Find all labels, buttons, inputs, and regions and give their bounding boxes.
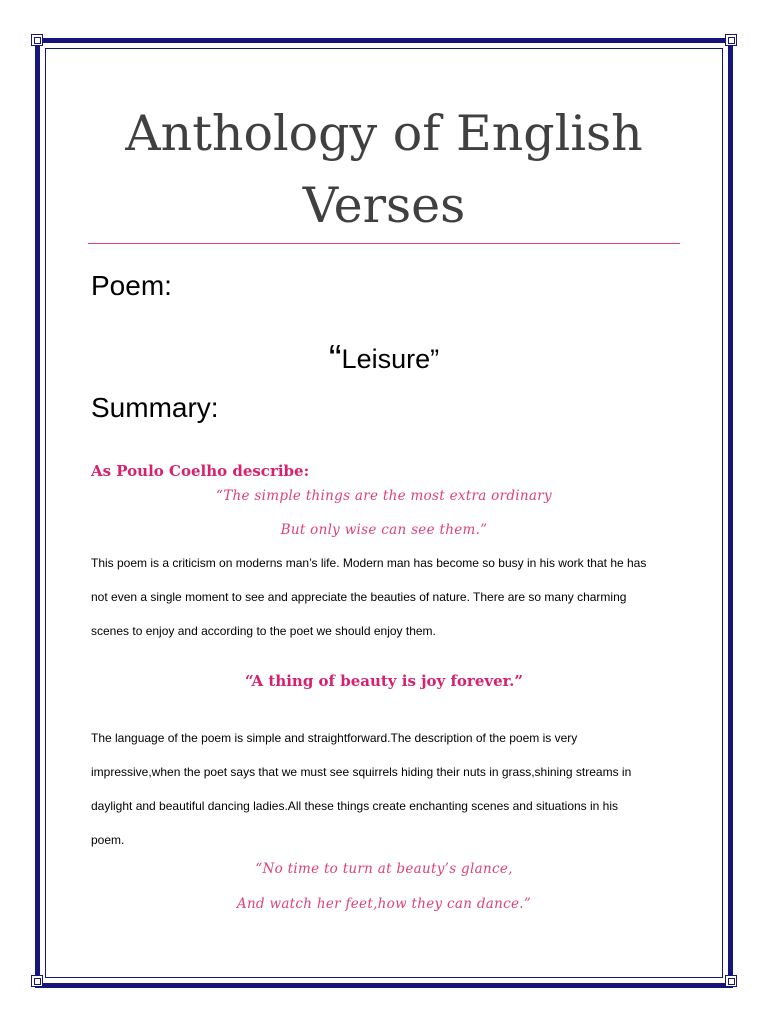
title-line-2: Verses (302, 177, 466, 234)
paragraph-2-line: impressive,when the poet says that we must see squirrels hiding their nuts in grass,shining streams in (91, 765, 632, 779)
paragraph-1 (91, 555, 686, 657)
summary-label: Summary: (91, 392, 219, 423)
paragraph-2-line: The language of the poem is simple and straightforward.The description of the poem is very (91, 731, 578, 745)
closing-quote-line-2: And watch her feet,how they can dance.” (236, 896, 532, 912)
paragraph-2 (91, 730, 686, 866)
border-corner-bottom-left (31, 975, 43, 987)
keats-quote: “A thing of beauty is joy forever.” (244, 672, 524, 690)
paragraph-1-line: This poem is a criticism on moderns man’s life. Modern man has become so busy in his work that he has (91, 556, 647, 570)
paragraph-2-line: poem. (91, 833, 125, 847)
attribution: As Poulo Coelho describe: (91, 462, 310, 480)
coelho-quote-line-2: But only wise can see them.” (280, 522, 488, 538)
title-divider (88, 243, 680, 244)
paragraph-1-line: not even a single moment to see and appreciate the beauties of nature. There are so many charming (91, 590, 627, 604)
border-corner-bottom-right (725, 975, 737, 987)
closing-quote-line-1: “No time to turn at beauty’s glance, (255, 861, 513, 877)
coelho-quote-line-1: “The simple things are the most extra ordinary (216, 488, 552, 504)
paragraph-1-line: scenes to enjoy and according to the poet we should enjoy them. (91, 624, 436, 638)
paragraph-2-line: daylight and beautiful dancing ladies.All these things create enchanting scenes and situations in his (91, 799, 619, 813)
document-title (60, 98, 708, 242)
border-corner-top-right (725, 34, 737, 46)
title-line-1: Anthology of English (125, 105, 643, 162)
border-corner-top-left (31, 34, 43, 46)
poem-label: Poem: (91, 270, 172, 301)
poem-title (0, 335, 768, 378)
poem-title-text: Leisure” (341, 344, 440, 374)
poem-title-open-quote: “ (328, 338, 342, 380)
